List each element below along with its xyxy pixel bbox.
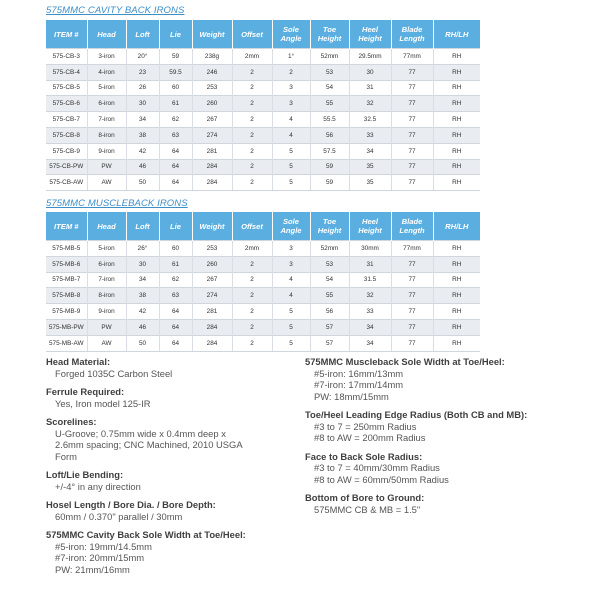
cell-toe-height: 55 [310,288,349,304]
cell-offset: 2 [232,256,272,272]
spec-block [305,409,555,444]
cell-sole-angle: 4 [272,127,310,143]
cell-sole-angle: 3 [272,96,310,112]
cell-rh-lh: RH [433,241,480,257]
cell-weight: 267 [192,272,232,288]
cell-item: 575-CB-8 [46,127,87,143]
spec-block [46,529,296,575]
cavity-back-header-row [46,20,480,49]
cavity-back-body [46,49,480,191]
column-header-lie: Lie [159,212,192,241]
cell-heel-height: 30mm [349,241,391,257]
cell-loft: 42 [126,143,159,159]
cell-loft: 46 [126,319,159,335]
cell-toe-height: 52mm [310,49,349,65]
cell-toe-height: 53 [310,64,349,80]
spec-label: Bottom of Bore to Ground: [305,492,425,503]
table-row [46,272,480,288]
spec-label: Loft/Lie Bending: [46,469,124,480]
column-header-rh-lh: RH/LH [433,212,480,241]
cell-sole-angle: 2 [272,64,310,80]
cell-loft: 20° [126,49,159,65]
table-row [46,288,480,304]
table-row [46,241,480,257]
cell-loft: 30 [126,256,159,272]
muscleback-table [46,212,480,352]
cell-rh-lh: RH [433,175,480,191]
cell-rh-lh: RH [433,304,480,320]
table-row [46,335,480,351]
table-row [46,319,480,335]
column-header-head: Head [87,20,126,49]
cell-toe-height: 55.5 [310,112,349,128]
cell-loft: 34 [126,112,159,128]
cell-weight: 284 [192,159,232,175]
cell-head: 8-iron [87,288,126,304]
column-header-weight: Weight [192,20,232,49]
spec-label: 575MMC Cavity Back Sole Width at Toe/Heel: [46,529,246,540]
spec-value: #5-iron: 16mm/13mm [314,367,404,379]
spec-block [46,356,296,379]
table-row [46,49,480,65]
cell-offset: 2 [232,64,272,80]
cell-head: 6-iron [87,96,126,112]
spec-value: Yes, Iron model 125-IR [55,397,151,409]
table-row [46,96,480,112]
cell-sole-angle: 1° [272,49,310,65]
cell-blade-length: 77 [391,127,433,143]
cell-blade-length: 77 [391,64,433,80]
column-header-loft: Loft [126,20,159,49]
table-row [46,127,480,143]
cell-heel-height: 29.5mm [349,49,391,65]
cell-loft: 42 [126,304,159,320]
cell-item: 575-MB-AW [46,335,87,351]
spec-value: #5-iron: 19mm/14.5mm [55,540,152,552]
column-header-offset: Offset [232,20,272,49]
cell-toe-height: 52mm [310,241,349,257]
cell-loft: 26 [126,80,159,96]
cell-lie: 63 [159,288,192,304]
cell-heel-height: 31 [349,256,391,272]
cell-head: AW [87,175,126,191]
cell-rh-lh: RH [433,80,480,96]
table-row [46,304,480,320]
spec-label: Hosel Length / Bore Dia. / Bore Depth: [46,499,216,510]
spec-label: 575MMC Muscleback Sole Width at Toe/Heel: [305,356,505,367]
cell-weight: 260 [192,256,232,272]
column-header-item: ITEM # [46,20,87,49]
cell-blade-length: 77 [391,256,433,272]
cell-sole-angle: 5 [272,159,310,175]
cell-weight: 253 [192,80,232,96]
cell-sole-angle: 5 [272,143,310,159]
cell-weight: 238g [192,49,232,65]
cell-lie: 62 [159,272,192,288]
cell-blade-length: 77mm [391,49,433,65]
cell-toe-height: 57.5 [310,143,349,159]
cell-rh-lh: RH [433,319,480,335]
column-header-sole-angle: Sole Angle [272,212,310,241]
spec-label: Face to Back Sole Radius: [305,450,423,462]
cell-heel-height: 30 [349,64,391,80]
cell-head: 7-iron [87,112,126,128]
cell-loft: 50 [126,335,159,351]
cell-lie: 64 [159,304,192,320]
cell-offset: 2 [232,143,272,159]
cell-rh-lh: RH [433,272,480,288]
cell-offset: 2 [232,272,272,288]
cell-lie: 64 [159,159,192,175]
cell-loft: 38 [126,127,159,143]
cell-lie: 64 [159,335,192,351]
cell-item: 575-CB-7 [46,112,87,128]
spec-value: 2.6mm spacing; CNC Machined, 2010 USGA [55,439,243,450]
cell-offset: 2 [232,96,272,112]
spec-value: 60mm / 0.370" parallel / 30mm [55,510,183,522]
cell-item: 575-MB-PW [46,319,87,335]
cell-offset: 2mm [232,241,272,257]
cell-lie: 61 [159,96,192,112]
spec-block [46,499,296,522]
column-header-lie: Lie [159,20,192,49]
column-header-blade-length: Blade Length [391,212,433,241]
column-header-sole-angle: Sole Angle [272,20,310,49]
cell-heel-height: 32.5 [349,112,391,128]
cell-offset: 2 [232,80,272,96]
cell-offset: 2 [232,335,272,351]
table-row [46,159,480,175]
spec-value: +/-4° in any direction [55,480,141,492]
cell-lie: 59.5 [159,64,192,80]
column-header-item: ITEM # [46,212,87,241]
cell-sole-angle: 4 [272,272,310,288]
cell-weight: 284 [192,335,232,351]
cell-lie: 59 [159,49,192,65]
cell-blade-length: 77 [391,96,433,112]
cell-offset: 2 [232,112,272,128]
spec-value: #7-iron: 17mm/14mm [314,379,404,390]
cell-toe-height: 59 [310,175,349,191]
cell-loft: 50 [126,175,159,191]
specs-left-column [46,356,296,582]
cell-item: 575-CB-9 [46,143,87,159]
cell-heel-height: 34 [349,319,391,335]
cell-heel-height: 34 [349,143,391,159]
cell-item: 575-CB-3 [46,49,87,65]
column-header-heel-height: Heel Height [349,212,391,241]
cell-item: 575-MB-9 [46,304,87,320]
cell-toe-height: 56 [310,127,349,143]
cell-rh-lh: RH [433,159,480,175]
cell-rh-lh: RH [433,256,480,272]
cell-offset: 2 [232,288,272,304]
cell-heel-height: 34 [349,335,391,351]
column-header-loft: Loft [126,212,159,241]
spec-value: Forged 1035C Carbon Steel [55,367,173,379]
cell-weight: 281 [192,304,232,320]
table-row [46,80,480,96]
cell-loft: 23 [126,64,159,80]
spec-label: Toe/Heel Leading Edge Radius (Both CB and MB): [305,409,528,420]
spec-block [305,492,555,515]
spec-block [46,469,296,492]
cell-sole-angle: 4 [272,112,310,128]
table-row [46,64,480,80]
cell-heel-height: 32 [349,288,391,304]
cell-toe-height: 55 [310,96,349,112]
cavity-back-table [46,20,480,191]
cell-toe-height: 57 [310,335,349,351]
table-row [46,256,480,272]
cell-weight: 281 [192,143,232,159]
cell-lie: 64 [159,175,192,191]
cell-toe-height: 59 [310,159,349,175]
column-header-toe-height: Toe Height [310,212,349,241]
cell-blade-length: 77 [391,288,433,304]
cell-weight: 284 [192,319,232,335]
column-header-offset: Offset [232,212,272,241]
cell-offset: 2 [232,159,272,175]
cell-item: 575-MB-7 [46,272,87,288]
cell-offset: 2 [232,127,272,143]
spec-value: U-Groove; 0.75mm wide x 0.4mm deep x [55,427,226,439]
muscleback-header-row [46,212,480,241]
cell-blade-length: 77 [391,319,433,335]
cell-heel-height: 33 [349,304,391,320]
cell-sole-angle: 3 [272,256,310,272]
cell-lie: 60 [159,241,192,257]
cell-head: AW [87,335,126,351]
cell-item: 575-MB-5 [46,241,87,257]
cell-lie: 61 [159,256,192,272]
spec-label: Ferrule Required: [46,386,125,397]
cell-blade-length: 77 [391,80,433,96]
muscleback-body [46,241,480,352]
cell-rh-lh: RH [433,335,480,351]
cell-head: 9-iron [87,304,126,320]
cell-loft: 26° [126,241,159,257]
cell-offset: 2 [232,304,272,320]
spec-value: #3 to 7 = 40mm/30mm Radius [314,462,440,473]
cell-weight: 246 [192,64,232,80]
cell-loft: 30 [126,96,159,112]
spec-value: #8 to AW = 60mm/50mm Radius [314,473,449,485]
spec-value: Form [55,450,77,462]
cell-offset: 2mm [232,49,272,65]
cell-lie: 64 [159,319,192,335]
cell-loft: 38 [126,288,159,304]
cell-item: 575-MB-8 [46,288,87,304]
cell-lie: 63 [159,127,192,143]
column-header-rh-lh: RH/LH [433,20,480,49]
cell-rh-lh: RH [433,96,480,112]
cell-head: 5-iron [87,80,126,96]
cell-weight: 253 [192,241,232,257]
cell-heel-height: 35 [349,175,391,191]
spec-block [46,416,296,462]
cell-toe-height: 57 [310,319,349,335]
specs-right-column [305,356,555,522]
cell-heel-height: 31.5 [349,272,391,288]
cell-sole-angle: 5 [272,335,310,351]
cavity-back-title: 575MMC CAVITY BACK IRONS [46,5,185,16]
cell-weight: 274 [192,288,232,304]
cell-lie: 64 [159,143,192,159]
cell-weight: 274 [192,127,232,143]
spec-value: #7-iron: 20mm/15mm [55,552,145,563]
cell-head: 3-iron [87,49,126,65]
cell-item: 575-CB-6 [46,96,87,112]
spec-value: 575MMC CB & MB = 1.5" [314,503,421,515]
spec-value: #8 to AW = 200mm Radius [314,432,426,443]
cell-item: 575-MB-6 [46,256,87,272]
spec-value: PW: 18mm/15mm [314,390,389,402]
cell-head: 4-iron [87,64,126,80]
spec-block [305,356,555,402]
cell-item: 575-CB-4 [46,64,87,80]
cell-sole-angle: 3 [272,241,310,257]
cell-head: PW [87,159,126,175]
cell-offset: 2 [232,319,272,335]
cell-weight: 267 [192,112,232,128]
cell-heel-height: 33 [349,127,391,143]
cell-toe-height: 56 [310,304,349,320]
cell-item: 575-CB-PW [46,159,87,175]
column-header-heel-height: Heel Height [349,20,391,49]
spec-value: PW: 21mm/16mm [55,563,130,575]
cell-head: 9-iron [87,143,126,159]
cell-weight: 260 [192,96,232,112]
cell-rh-lh: RH [433,64,480,80]
spec-block [46,386,296,409]
cell-offset: 2 [232,175,272,191]
table-row [46,112,480,128]
cell-heel-height: 31 [349,80,391,96]
spec-block [305,451,555,486]
cell-toe-height: 54 [310,272,349,288]
cell-sole-angle: 3 [272,80,310,96]
table-row [46,175,480,191]
cell-sole-angle: 5 [272,319,310,335]
cell-blade-length: 77mm [391,241,433,257]
column-header-weight: Weight [192,212,232,241]
cell-blade-length: 77 [391,304,433,320]
cell-rh-lh: RH [433,143,480,159]
cell-blade-length: 77 [391,159,433,175]
cell-rh-lh: RH [433,288,480,304]
cell-blade-length: 77 [391,143,433,159]
cell-head: 7-iron [87,272,126,288]
cell-sole-angle: 5 [272,175,310,191]
table-row [46,143,480,159]
column-header-head: Head [87,212,126,241]
cell-head: 6-iron [87,256,126,272]
cell-weight: 284 [192,175,232,191]
cell-rh-lh: RH [433,49,480,65]
cell-rh-lh: RH [433,112,480,128]
cell-head: PW [87,319,126,335]
cell-item: 575-CB-AW [46,175,87,191]
cell-head: 5-iron [87,241,126,257]
cell-blade-length: 77 [391,335,433,351]
cell-toe-height: 53 [310,256,349,272]
cell-lie: 62 [159,112,192,128]
spec-label: Scorelines: [46,416,97,427]
cell-sole-angle: 5 [272,304,310,320]
cell-blade-length: 77 [391,272,433,288]
cell-loft: 46 [126,159,159,175]
cell-lie: 60 [159,80,192,96]
cell-rh-lh: RH [433,127,480,143]
cell-heel-height: 32 [349,96,391,112]
cell-loft: 34 [126,272,159,288]
cell-sole-angle: 4 [272,288,310,304]
cell-blade-length: 77 [391,175,433,191]
cell-head: 8-iron [87,127,126,143]
column-header-blade-length: Blade Length [391,20,433,49]
cell-blade-length: 77 [391,112,433,128]
column-header-toe-height: Toe Height [310,20,349,49]
spec-label: Head Material: [46,356,111,367]
cell-toe-height: 54 [310,80,349,96]
cell-item: 575-CB-5 [46,80,87,96]
spec-value: #3 to 7 = 250mm Radius [314,420,417,432]
muscleback-title: 575MMC MUSCLEBACK IRONS [46,198,188,209]
cell-heel-height: 35 [349,159,391,175]
